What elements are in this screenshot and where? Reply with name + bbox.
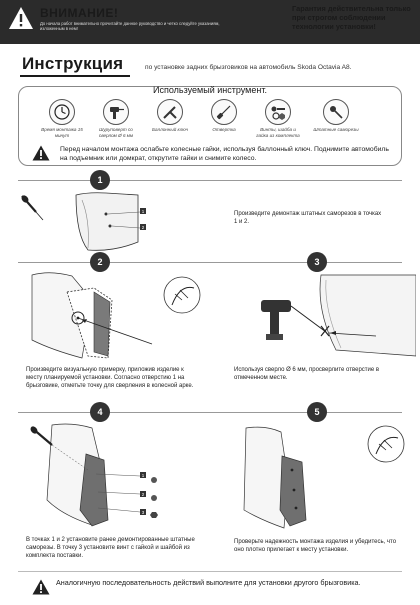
tool-time — [38, 99, 86, 138]
step-1-illustration — [18, 190, 208, 258]
tool-self-tapping-screws — [312, 99, 360, 133]
step-3-illustration — [226, 270, 416, 362]
tool-label: Шуруповерт со сверлом Ø 6 мм — [98, 127, 134, 138]
step-divider — [18, 412, 402, 413]
step-description: В точках 1 и 2 установите ранее демонтированные штатные саморезы. В точку 3 установите винт с гайкой и шайбой из комплекта поставки. — [26, 537, 195, 559]
clock-icon — [49, 99, 75, 125]
step-divider — [18, 262, 402, 263]
step-divider — [18, 180, 402, 181]
step-5-illustration — [226, 420, 416, 532]
step-description: Проверьте надежность монтажа изделия и убедитесь, что оно плотно прилегает к месту установки. — [234, 539, 397, 553]
screwdriver-icon — [211, 99, 237, 125]
callout-number: 2 — [141, 225, 145, 230]
tool-label: Время монтажа 15 минут — [41, 127, 83, 138]
callout-number: 3 — [141, 510, 145, 515]
screw-kit-icon — [265, 99, 291, 125]
step-description: Произведите демонтаж штатных саморезов в точках 1 и 2. — [234, 211, 382, 225]
tool-drill — [92, 99, 140, 138]
step-number: 2 — [90, 252, 110, 272]
page-title: Инструкция — [22, 54, 124, 73]
tools-heading: Используемый инструмент. — [153, 85, 267, 95]
tool-label: Штатные саморезы — [313, 127, 359, 132]
guarantee-text: Гарантия действительна только при строгом соблюдении технологии установки! — [292, 4, 411, 31]
tool-label: Баллонный ключ — [152, 127, 188, 132]
step-description: Произведите визуальную примерку, приложив изделие к месту планируемой установки. Согласно отверстию 1 на брызговике, отметьте точку для сверления в колесной арке. — [26, 367, 194, 389]
step-2-illustration — [22, 270, 212, 362]
step-number: 3 — [307, 252, 327, 272]
bottom-note: Аналогичную последовательность действий выполните для установки другого брызговика. — [56, 578, 361, 587]
warning-icon — [8, 6, 34, 30]
tool-screwdriver — [200, 99, 248, 133]
warning-icon — [32, 579, 50, 595]
tool-label: Винты, шайба и гайка из комплекта — [256, 127, 300, 138]
warning-title: ВНИМАНИЕ! — [40, 6, 119, 20]
warning-icon — [32, 145, 50, 161]
step-description: Используя сверло Ø 6 мм, просверлите отверстие в отмеченном месте. — [234, 367, 380, 381]
page-subtitle: по установке задних брызговиков на автомобиль Skoda Octavia A8. — [145, 64, 352, 71]
safety-notice: Перед началом монтажа ослабьте колесные гайки, используя баллонный ключ. Поднимите автомобиль на подъемник или домкрат, открутите гайки и снимите колесо. — [60, 146, 389, 162]
step-number: 5 — [307, 402, 327, 422]
callout-number: 1 — [141, 209, 145, 214]
drill-icon — [103, 99, 129, 125]
tool-wrench — [146, 99, 194, 133]
self-tapping-screw-icon — [323, 99, 349, 125]
step-4-illustration — [22, 420, 212, 532]
step-number: 1 — [90, 170, 110, 190]
tool-screw-kit — [254, 99, 302, 138]
step-number: 4 — [90, 402, 110, 422]
warning-subtitle: До начала работ внимательно прочитайте данное руководство и четко следуйте указаниям, изложенным в нем! — [40, 21, 220, 32]
bottom-divider — [18, 571, 402, 572]
title-underline — [20, 75, 130, 77]
callout-number: 1 — [141, 473, 145, 478]
wrench-icon — [157, 99, 183, 125]
tool-label: Отвертка — [212, 127, 236, 132]
callout-number: 2 — [141, 492, 145, 497]
